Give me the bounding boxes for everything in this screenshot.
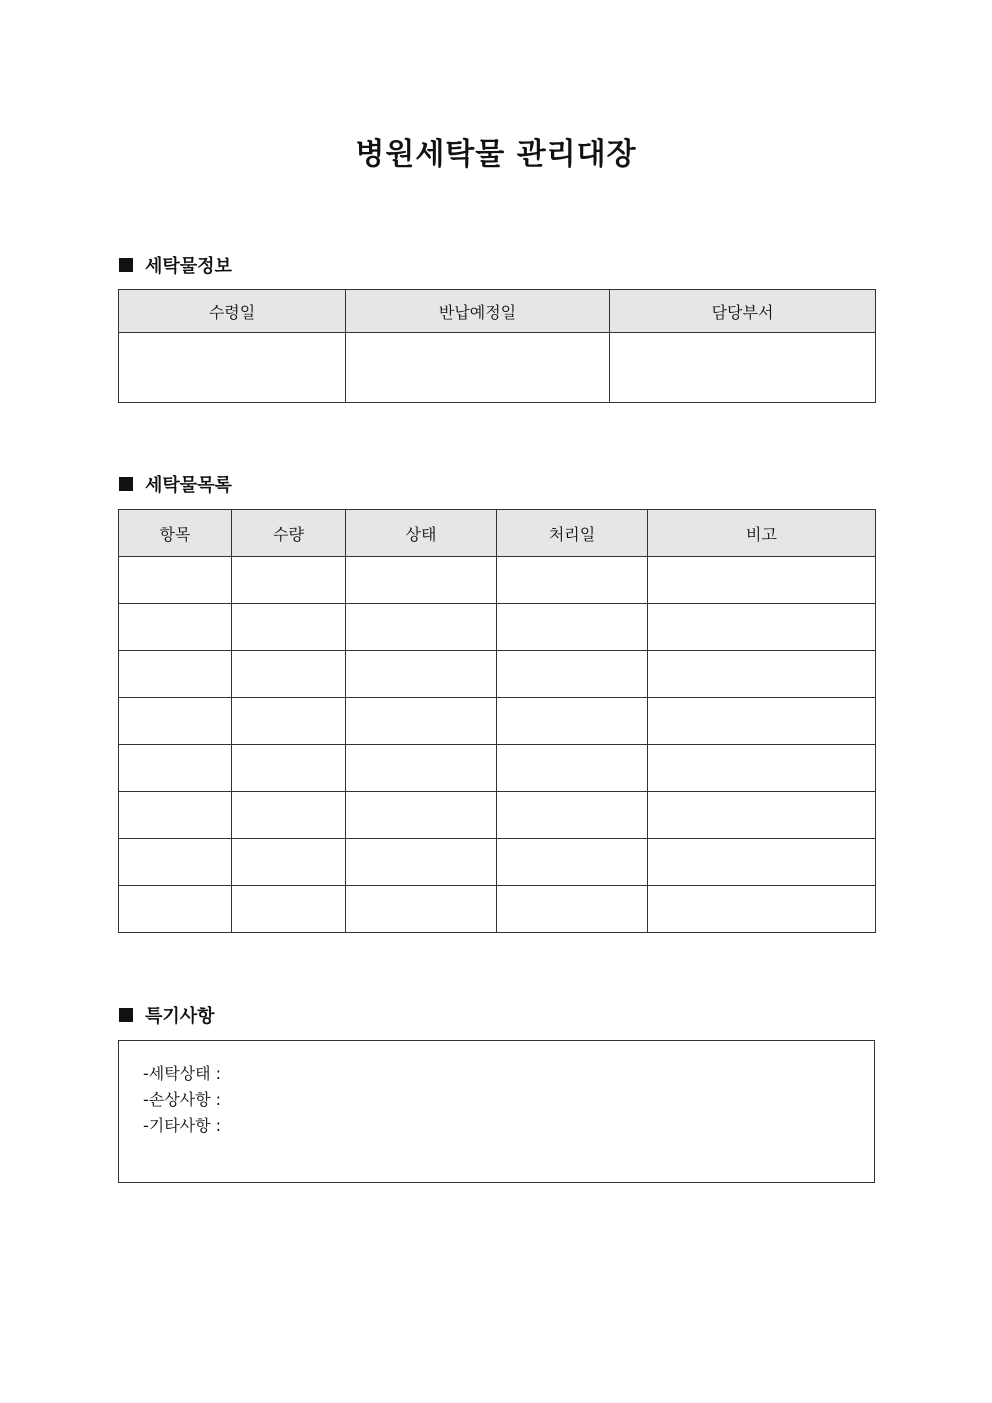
table-cell[interactable]: [119, 604, 232, 651]
table-cell[interactable]: [119, 745, 232, 792]
black-square-icon: [119, 258, 133, 272]
table-cell[interactable]: [346, 839, 497, 886]
header-remarks: 비고: [648, 510, 876, 557]
table-cell[interactable]: [232, 886, 346, 933]
table-cell[interactable]: [119, 698, 232, 745]
table-cell[interactable]: [346, 557, 497, 604]
table-cell[interactable]: [119, 651, 232, 698]
table-cell[interactable]: [497, 651, 648, 698]
table-cell[interactable]: [497, 745, 648, 792]
table-cell[interactable]: [648, 604, 876, 651]
document-title: 병원세탁물 관리대장: [355, 137, 637, 172]
table-cell[interactable]: [346, 886, 497, 933]
table-cell[interactable]: [119, 886, 232, 933]
note-damage: -손상사항 :: [143, 1090, 222, 1109]
table-cell[interactable]: [119, 839, 232, 886]
table-cell[interactable]: [497, 698, 648, 745]
table-row: [119, 886, 876, 933]
table-cell[interactable]: [232, 792, 346, 839]
black-square-icon: [119, 1008, 133, 1022]
section-heading-notes: [119, 1003, 215, 1027]
section-heading-label: 세탁물정보: [145, 256, 232, 277]
table-cell[interactable]: [119, 792, 232, 839]
table-row: [119, 839, 876, 886]
table-cell[interactable]: [346, 792, 497, 839]
table-cell[interactable]: [648, 651, 876, 698]
table-cell[interactable]: [497, 557, 648, 604]
table-cell[interactable]: [648, 557, 876, 604]
section-heading-info: [119, 253, 232, 277]
table-cell[interactable]: [648, 745, 876, 792]
header-status: 상태: [346, 510, 497, 557]
table-row: [119, 651, 876, 698]
table-cell[interactable]: [232, 839, 346, 886]
table-cell[interactable]: [648, 839, 876, 886]
list-body: [119, 557, 876, 933]
note-laundry-status: -세탁상태 :: [143, 1064, 222, 1083]
table-cell[interactable]: [346, 604, 497, 651]
note-other: -기타사항 :: [143, 1116, 222, 1135]
section-heading-list: [119, 472, 232, 496]
table-cell[interactable]: [232, 604, 346, 651]
table-row: [119, 745, 876, 792]
table-cell[interactable]: [497, 604, 648, 651]
table-cell[interactable]: [232, 557, 346, 604]
table-row: [119, 333, 876, 403]
table-cell[interactable]: [346, 651, 497, 698]
table-row: [119, 557, 876, 604]
table-row: [119, 792, 876, 839]
table-row: [119, 604, 876, 651]
section-heading-label: 특기사항: [145, 1006, 215, 1027]
return-date-cell[interactable]: [346, 333, 610, 403]
receive-date-cell[interactable]: [119, 333, 346, 403]
table-cell[interactable]: [648, 698, 876, 745]
table-cell[interactable]: [648, 792, 876, 839]
section-heading-label: 세탁물목록: [145, 475, 232, 496]
header-department: 담당부서: [610, 290, 876, 333]
header-return-date: 반납예정일: [346, 290, 610, 333]
table-header-row: [119, 290, 876, 333]
table-cell[interactable]: [346, 745, 497, 792]
header-receive-date: 수령일: [119, 290, 346, 333]
header-item: 항목: [119, 510, 232, 557]
header-quantity: 수량: [232, 510, 346, 557]
header-process-date: 처리일: [497, 510, 648, 557]
table-header-row: [119, 510, 876, 557]
table-cell[interactable]: [648, 886, 876, 933]
notes-list: [143, 1061, 221, 1139]
table-cell[interactable]: [232, 651, 346, 698]
laundry-list-table: [118, 509, 876, 933]
table-cell[interactable]: [232, 698, 346, 745]
notes-box[interactable]: [118, 1040, 875, 1183]
table-cell[interactable]: [232, 745, 346, 792]
department-cell[interactable]: [610, 333, 876, 403]
table-cell[interactable]: [497, 886, 648, 933]
table-row: [119, 698, 876, 745]
black-square-icon: [119, 477, 133, 491]
table-cell[interactable]: [346, 698, 497, 745]
table-cell[interactable]: [119, 557, 232, 604]
table-cell[interactable]: [497, 792, 648, 839]
table-cell[interactable]: [497, 839, 648, 886]
laundry-info-table: [118, 289, 876, 403]
